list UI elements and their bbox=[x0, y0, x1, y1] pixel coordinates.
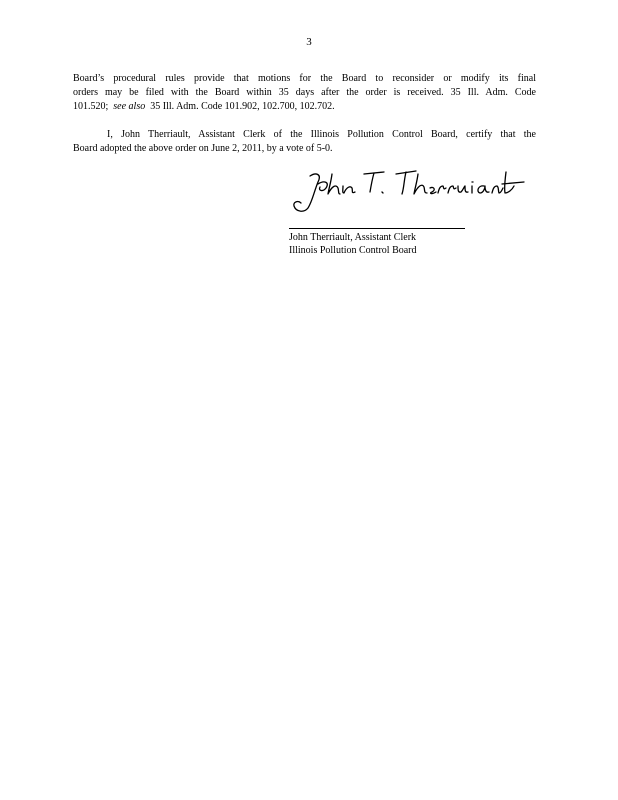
see-also-signal: see also bbox=[113, 101, 146, 112]
motion-rules-paragraph bbox=[73, 72, 536, 114]
signer-name-title: John Therriault, Assistant Clerk bbox=[289, 232, 417, 243]
citation: 35 Ill. Adm. Code 101.902, 102.700, 102.702. bbox=[150, 101, 335, 112]
signature-line bbox=[289, 228, 465, 229]
paragraph-line: Board adopted the above order on June 2, 2011, by a vote of 5-0. bbox=[73, 143, 333, 154]
page-number: 3 bbox=[306, 36, 312, 48]
certification-paragraph bbox=[73, 128, 536, 156]
signer-organization: Illinois Pollution Control Board bbox=[289, 245, 417, 256]
paragraph-line: orders may be filed with the Board within 35 days after the order is received. 35 Ill. Adm. Code bbox=[73, 87, 536, 98]
paragraph-line bbox=[73, 100, 536, 114]
paragraph-line-text: I, John Therriault, Assistant Clerk of the Illinois Pollution Control Board, certify that the bbox=[107, 129, 536, 140]
citation: 101.520; bbox=[73, 101, 109, 112]
paragraph-line: Board’s procedural rules provide that motions for the Board to reconsider or modify its final bbox=[73, 73, 536, 84]
handwritten-signature bbox=[288, 166, 528, 216]
paragraph-line bbox=[73, 128, 536, 142]
signature-block bbox=[289, 231, 417, 257]
